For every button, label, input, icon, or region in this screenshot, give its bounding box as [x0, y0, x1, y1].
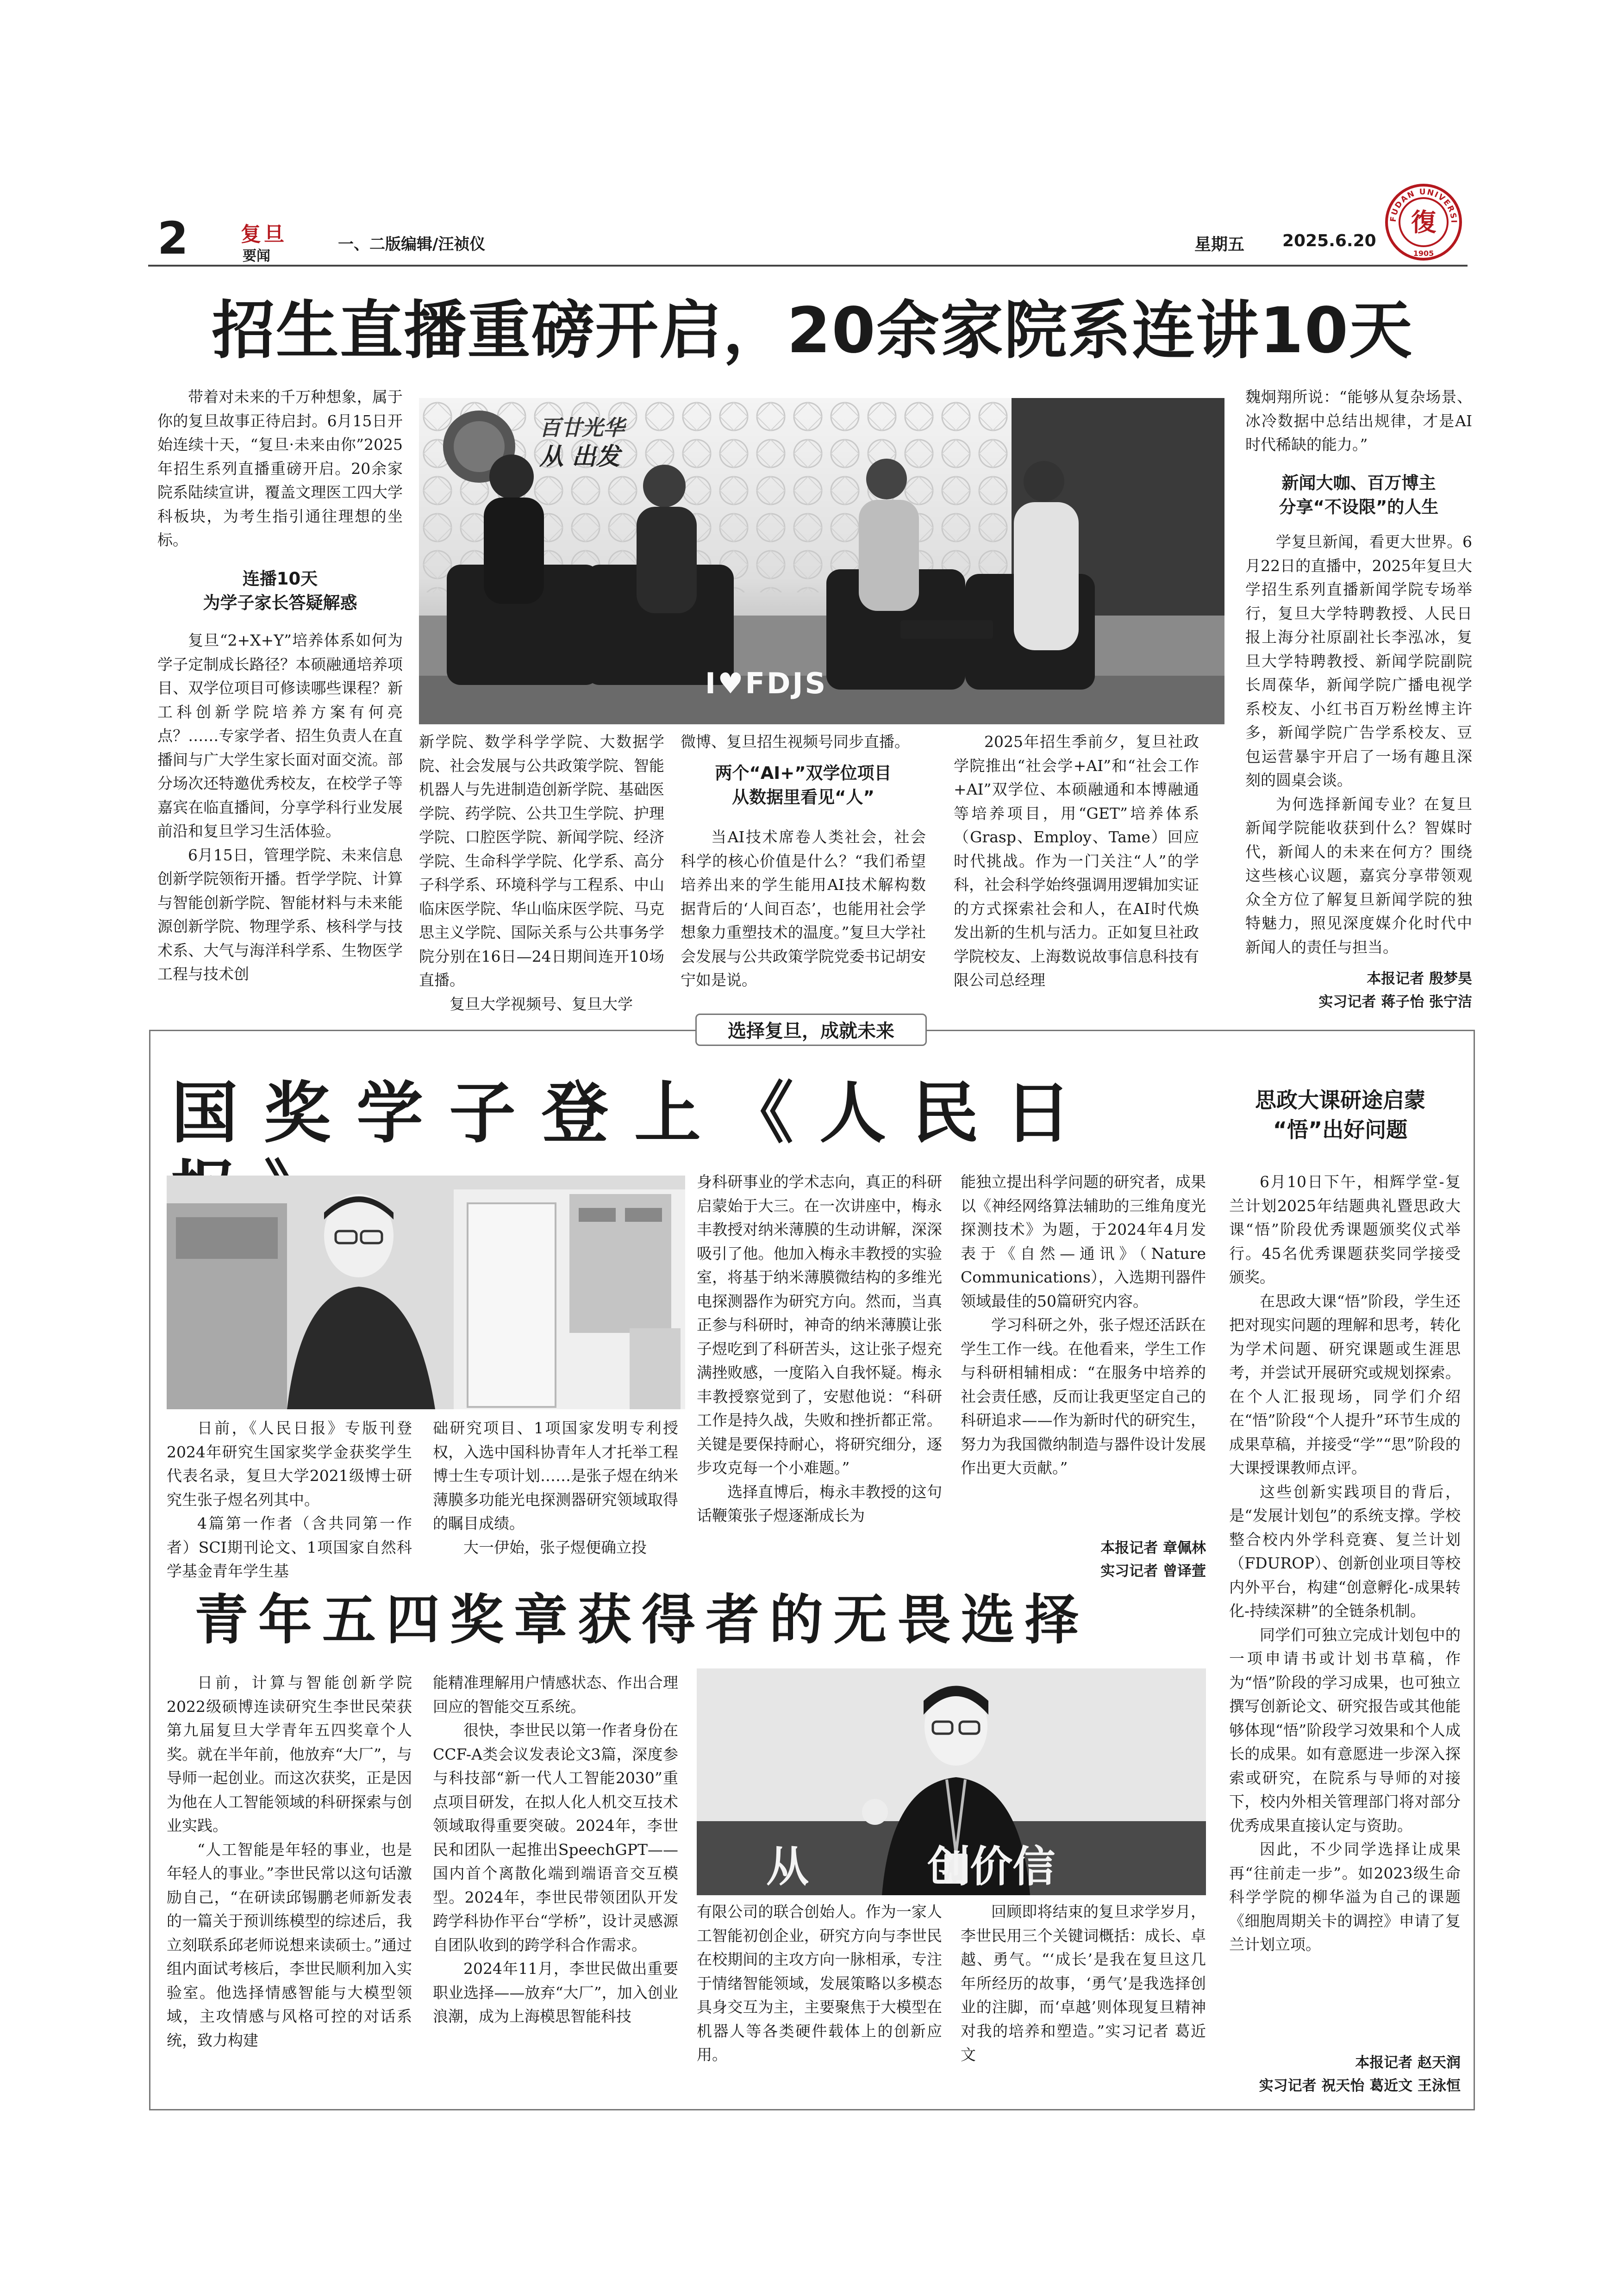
paragraph: 身科研事业的学术志向，真正的科研启蒙始于大三。在一次讲座中，梅永丰教授对纳米薄膜的生动讲解，深深吸引了他。他加入梅永丰教授的实验室，将基于纳米薄膜微结构的多维光电探测器作为研究方向。然而，当真正参与科研时，神奇的纳米薄膜让张子煜吃到了科研苦头，这让张子煜充满挫败感，一度陷入自我怀疑。梅永丰教授察觉到了，安慰他说：“科研工作是持久战，失败和挫折都正常。关键是要保持耐心，将研究细分，逐步攻克每一个小难题。”: [697, 1173, 942, 1477]
paragraph: 有限公司的联合创始人。作为一家人工智能初创企业，研究方向与李世民在校期间的主攻方向一脉相承，专注于情绪智能领域，发展策略以多模态具身交互为主，主要聚焦于大模型在机器人等各类硬件载体上的创新应用。: [697, 1903, 942, 2064]
issue-date: 2025.6.20: [1282, 231, 1376, 250]
byline-line: 实习记者 曾译萱: [1100, 1563, 1206, 1580]
zhang-ziyu-photo: [167, 1176, 685, 1409]
article1-col3: [681, 730, 926, 754]
byline-line: 本报记者 赵天润: [1355, 2054, 1461, 2071]
side-headline: [1222, 1085, 1458, 1145]
university-seal: [1384, 183, 1463, 261]
section-logo: 复旦: [241, 223, 287, 246]
subhead-line: 新闻大咖、百万博主: [1281, 473, 1436, 493]
article1-col5b: [1245, 530, 1472, 959]
seal-char: 復: [1411, 207, 1436, 237]
paragraph: 复旦“2+X+Y”培养体系如何为学子定制成长路径？本硕融通培养项目、双学位项目可修读哪些课程？新工科创新学院培养方案有何亮点？……专家学者、招生负责人在直播间与广大学生家长面对面交流。部分场次还特邀优秀校友，在校学子等嘉宾在临直播间，分享学科行业发展前沿和复旦学习生活体验。: [157, 631, 403, 840]
seal-icon: [1384, 183, 1463, 261]
subhead-line: 连播10天: [242, 569, 318, 589]
article2-byline: [961, 1537, 1206, 1583]
paragraph: 日前，《人民日报》专版刊登2024年研究生国家奖学金获奖学生代表名录，复旦大学2021级博士研究生张子煜名列其中。: [167, 1419, 412, 1509]
paragraph: 复旦大学视频号、复旦大学: [450, 995, 633, 1013]
article1-subhead2: [681, 761, 926, 809]
article2-headline: 国奖学子登上《人民日: [171, 1074, 1098, 1152]
masthead-rule: [148, 265, 1468, 267]
paragraph: 日前，计算与智能创新学院2022级硕博连读研究生李世民荣获第九届复旦大学青年五四奖章个人奖。就在半年前，他放弃“大厂”，与导师一起创业。而这次获奖，正是因为他在人工智能领域的科研探索与创业实践。: [167, 1674, 412, 1835]
article2-col1: [167, 1416, 412, 1583]
photo-slogan-top: 百廿光华: [539, 415, 625, 440]
article3-col2: [433, 1671, 678, 2028]
seal-text: FUDAN UNIVERSI: [1388, 187, 1459, 224]
paragraph: “人工智能是年轻的事业，也是年轻人的事业。”李世民常以这句话激励自己，“在研读邱锡鹏老师新发表的一篇关于预训练模型的综述后，我立刻联系邱老师说想来读硕士。”通过组内面试考核后，李世民顺利加入实验室。他选择情感智能与大模型领域，主攻情感与风格可控的对话系统，致力构建: [167, 1840, 412, 2049]
paragraph: 新学院、数学科学学院、大数据学院、社会发展与公共政策学院、智能机器人与先进制造创新学院、基础医学院、药学院、公共卫生学院、护理学院、口腔医学院、新闻学院、经济学院、生命科学学院、化学系、高分子科学系、环境科学与工程系、中山临床医学院、华山临床医学院、马克思主义学院、国际关系与公共事务学院分别在16日—24日期间连开10场直播。: [419, 733, 664, 989]
paragraph: 2024年11月，李世民做出重要职业选择——放弃“大厂”，加入创业浪潮，成为上海模思智能科技: [433, 1960, 678, 2025]
article1-col1b: [157, 628, 403, 986]
photo-background-text: 从 创价信: [766, 1842, 1056, 1892]
article3-col4: [961, 1900, 1206, 2067]
article1-col1: [157, 385, 403, 552]
paragraph: 很快，李世民以第一作者身份在CCF-A类会议发表论文3篇，深度参与科技部“新一代人工智能2030”重点项目研发，在拟人化人机交互技术领域取得重要突破。2024年，李世民和团队一起推出SpeechGPT——国内首个离散化端到端语音交互模型。2024年，李世民带领团队开发跨学科协作平台“学桥”，设计灵感源自团队收到的跨学科合作需求。: [433, 1721, 678, 1954]
article3-col1: [167, 1671, 412, 2052]
article1-byline: [1222, 967, 1472, 1014]
paragraph: 回顾即将结束的复旦求学岁月，李世民用三个关键词概括：成长、卓越、勇气。“‘成长’是我在复旦这几年所经历的故事，‘勇气’是我选择创业的注脚，而‘卓越’则体现复旦精神对我的培养和塑造。”实习记者 葛近文: [961, 1903, 1206, 2064]
paragraph: 这些创新实践项目的背后，是“发展计划包”的系统支撑。学校整合校内外学科竞赛、复兰计划（FDUROP）、创新创业项目等校内外平台，构建“创意孵化-成果转化-持续深耕”的全链条机制。: [1229, 1482, 1461, 1620]
paragraph: 4篇第一作者（含共同第一作者）SCI期刊论文、1项国家自然科学基金青年学生基: [167, 1514, 412, 1580]
paragraph: 大一伊始，张子煜便确立投: [463, 1538, 647, 1556]
paragraph: 学习科研之外，张子煜还活跃在学生工作一线。在他看来，学生工作与科研相辅相成：“在服务中培养的社会责任感，反而让我更坚定自己的科研追求——作为新时代的研究生，努力为我国微纳制造与器件设计发展作出更大贡献。”: [961, 1316, 1206, 1477]
side-byline: [1185, 2051, 1461, 2097]
side-col: [1229, 1170, 1461, 1957]
editor-credit: 一、二版编辑/汪祯仪: [338, 235, 486, 254]
headline-line: 思政大课研途启蒙: [1255, 1088, 1425, 1113]
paragraph: 微博、复旦招生视频号同步直播。: [681, 733, 910, 751]
article2-col2: [433, 1416, 678, 1559]
paragraph: 在思政大课“悟”阶段，学生还把对现实问题的理解和思考，转化为学术问题、研究课题或生涯思考，并尝试开展研究或规划探索。在个人汇报现场，同学们介绍在“悟”阶段“个人提升”环节生成的成果草稿，并接受“学”“思”阶段的大课授课教师点评。: [1229, 1292, 1461, 1477]
paragraph: 魏炯翔所说：“能够从复杂场景、冰冷数据中总结出规律，才是AI时代稀缺的能力。”: [1245, 388, 1472, 454]
subhead-line: 为学子家长答疑解惑: [203, 593, 357, 613]
weekday: 星期五: [1194, 235, 1245, 254]
photo-scene: [167, 1176, 685, 1409]
paragraph: 2025年招生季前夕，复旦社政学院推出“社会学+AI”和“社会工作+AI”双学位、本硕融通和本博融通等培养项目，用“GET”培养体系（Grasp、Employ、Tame）回应时代挑战。作为一门关注“人”的学科，社会科学始终强调用逻辑加实证的方式探索社会和人，在AI时代焕发出新的生机与活力。正如复旦社政学院校友、上海数说故事信息科技有限公司总经理: [954, 733, 1199, 989]
article1-subhead1: [157, 567, 403, 615]
paragraph: 因此，不少同学选择让成果再“往前走一步”。如2023级生命科学学院的柳华溢为自己的课题《细胞周期关卡的调控》申请了复兰计划立项。: [1229, 1840, 1461, 1954]
paragraph: 学复旦新闻，看更大世界。6月22日的直播中，2025年复旦大学招生系列直播新闻学院专场举行，复旦大学特聘教授、人民日报上海分社原副社长李泓冰，复旦大学特聘教授、新闻学院副院长周葆华，新闻学院广播电视学系校友、小红书百万粉丝博主许多，新闻学院广告学系校友、豆包运营暴宇开启了一场有趣且深刻的圆桌会谈。: [1245, 533, 1472, 789]
subhead-line: 两个“AI+”双学位项目: [715, 763, 892, 783]
paragraph: 当AI技术席卷人类社会，社会科学的核心价值是什么？“我们希望培养出来的学生能用AI技术解构数据背后的‘人间百态’，也能用社会学想象力重塑技术的温度。”复旦大学社会发展与公共政策学院党委书记胡安宁如是说。: [681, 828, 926, 989]
byline-line: 本报记者 章佩林: [1100, 1540, 1206, 1556]
byline-line: 实习记者 蒋子怡 张宁洁: [1318, 994, 1472, 1010]
paragraph: 同学们可独立完成计划包中的一项申请书或计划书草稿，作为“悟”阶段的学习成果，也可独立撰写创新论文、研究报告或其他能够体现“悟”阶段学习效果和个人成长的成果。如有意愿进一步深入探索或研究，在院系与导师的对接下，校内外相关管理部门将对部分优秀成果直接认定与资助。: [1229, 1625, 1461, 1835]
feature-banner: 选择复旦，成就未来: [695, 1014, 927, 1046]
article3-col3: [697, 1900, 942, 2067]
photo-watermark: I♥FDJS: [705, 666, 828, 700]
byline-line: 实习记者 祝天怡 葛近文 王泳恒: [1259, 2078, 1461, 2094]
article3-headline: 青年五四奖章获得者的无畏选择: [194, 1588, 1089, 1651]
article2-col4: [961, 1170, 1206, 1480]
seal-year: 1905: [1413, 249, 1434, 258]
article2-col3: [697, 1170, 942, 1528]
subhead-line: 从数据里看见“人”: [732, 787, 874, 807]
li-shimin-photo: [697, 1668, 1206, 1895]
section-name: 要闻: [243, 248, 270, 264]
article1-col3b: [681, 825, 926, 992]
headline-line: “悟”出好问题: [1273, 1117, 1408, 1142]
paragraph: 能精准理解用户情感状态、作出合理回应的智能交互系统。: [433, 1674, 678, 1716]
byline-line: 本报记者 殷梦昊: [1367, 971, 1472, 987]
paragraph: 为何选择新闻专业？在复旦新闻学院能收获到什么？智媒时代，新闻人的未来在何方？围绕这些核心议题，嘉宾分享带领观众全方位了解复旦新闻学院的独特魅力，照见深度媒介化时代中新闻人的责任与担当。: [1245, 795, 1472, 956]
page-number: 2: [157, 212, 188, 264]
paragraph: 选择直博后，梅永丰教授的这句话鞭策张子煜逐渐成长为: [697, 1482, 942, 1524]
paragraph: 带着对未来的千万种想象，属于你的复旦故事正待启封。6月15日开始连续十天，“复旦·未来由你”2025年招生系列直播重磅开启。20余家院系陆续宣讲，覆盖文理医工四大学科板块，为考生指引通往理想的坐标。: [157, 388, 403, 549]
article1-headline: 招生直播重磅开启，20余家院系连讲10天: [212, 294, 1413, 367]
paragraph: 6月15日，管理学院、未来信息创新学院领衔开播。哲学学院、计算与智能创新学院、智能材料与未来能源创新学院、物理学系、核科学与技术系、大气与海洋科学系、生物医学工程与技术创: [157, 846, 403, 983]
livestream-photo: [419, 398, 1224, 724]
article1-col2: [419, 730, 664, 1016]
paragraph: 础研究项目、1项国家发明专利授权，入选中国科协青年人才托举工程博士生专项计划……是张子煜在纳米薄膜多功能光电探测器研究领域取得的瞩目成绩。: [433, 1419, 678, 1532]
article1-subhead3: [1245, 471, 1472, 519]
photo-slogan-bottom: 从 出发: [539, 442, 620, 471]
article1-col5: [1245, 385, 1472, 457]
subhead-line: 分享“不设限”的人生: [1279, 497, 1439, 517]
paragraph: 6月10日下午，相辉学堂-复兰计划2025年结题典礼暨思政大课“悟”阶段优秀课题颁奖仪式举行。45名优秀课题获奖同学接受颁奖。: [1229, 1173, 1461, 1286]
article1-col4: [954, 730, 1199, 992]
paragraph: 能独立提出科学问题的研究者，成果以《神经网络算法辅助的三维角度光探测技术》为题，于2024年4月发表于《自然—通讯》（Nature Communications），入选期刊器件领域最佳的50篇研究内容。: [961, 1173, 1206, 1310]
